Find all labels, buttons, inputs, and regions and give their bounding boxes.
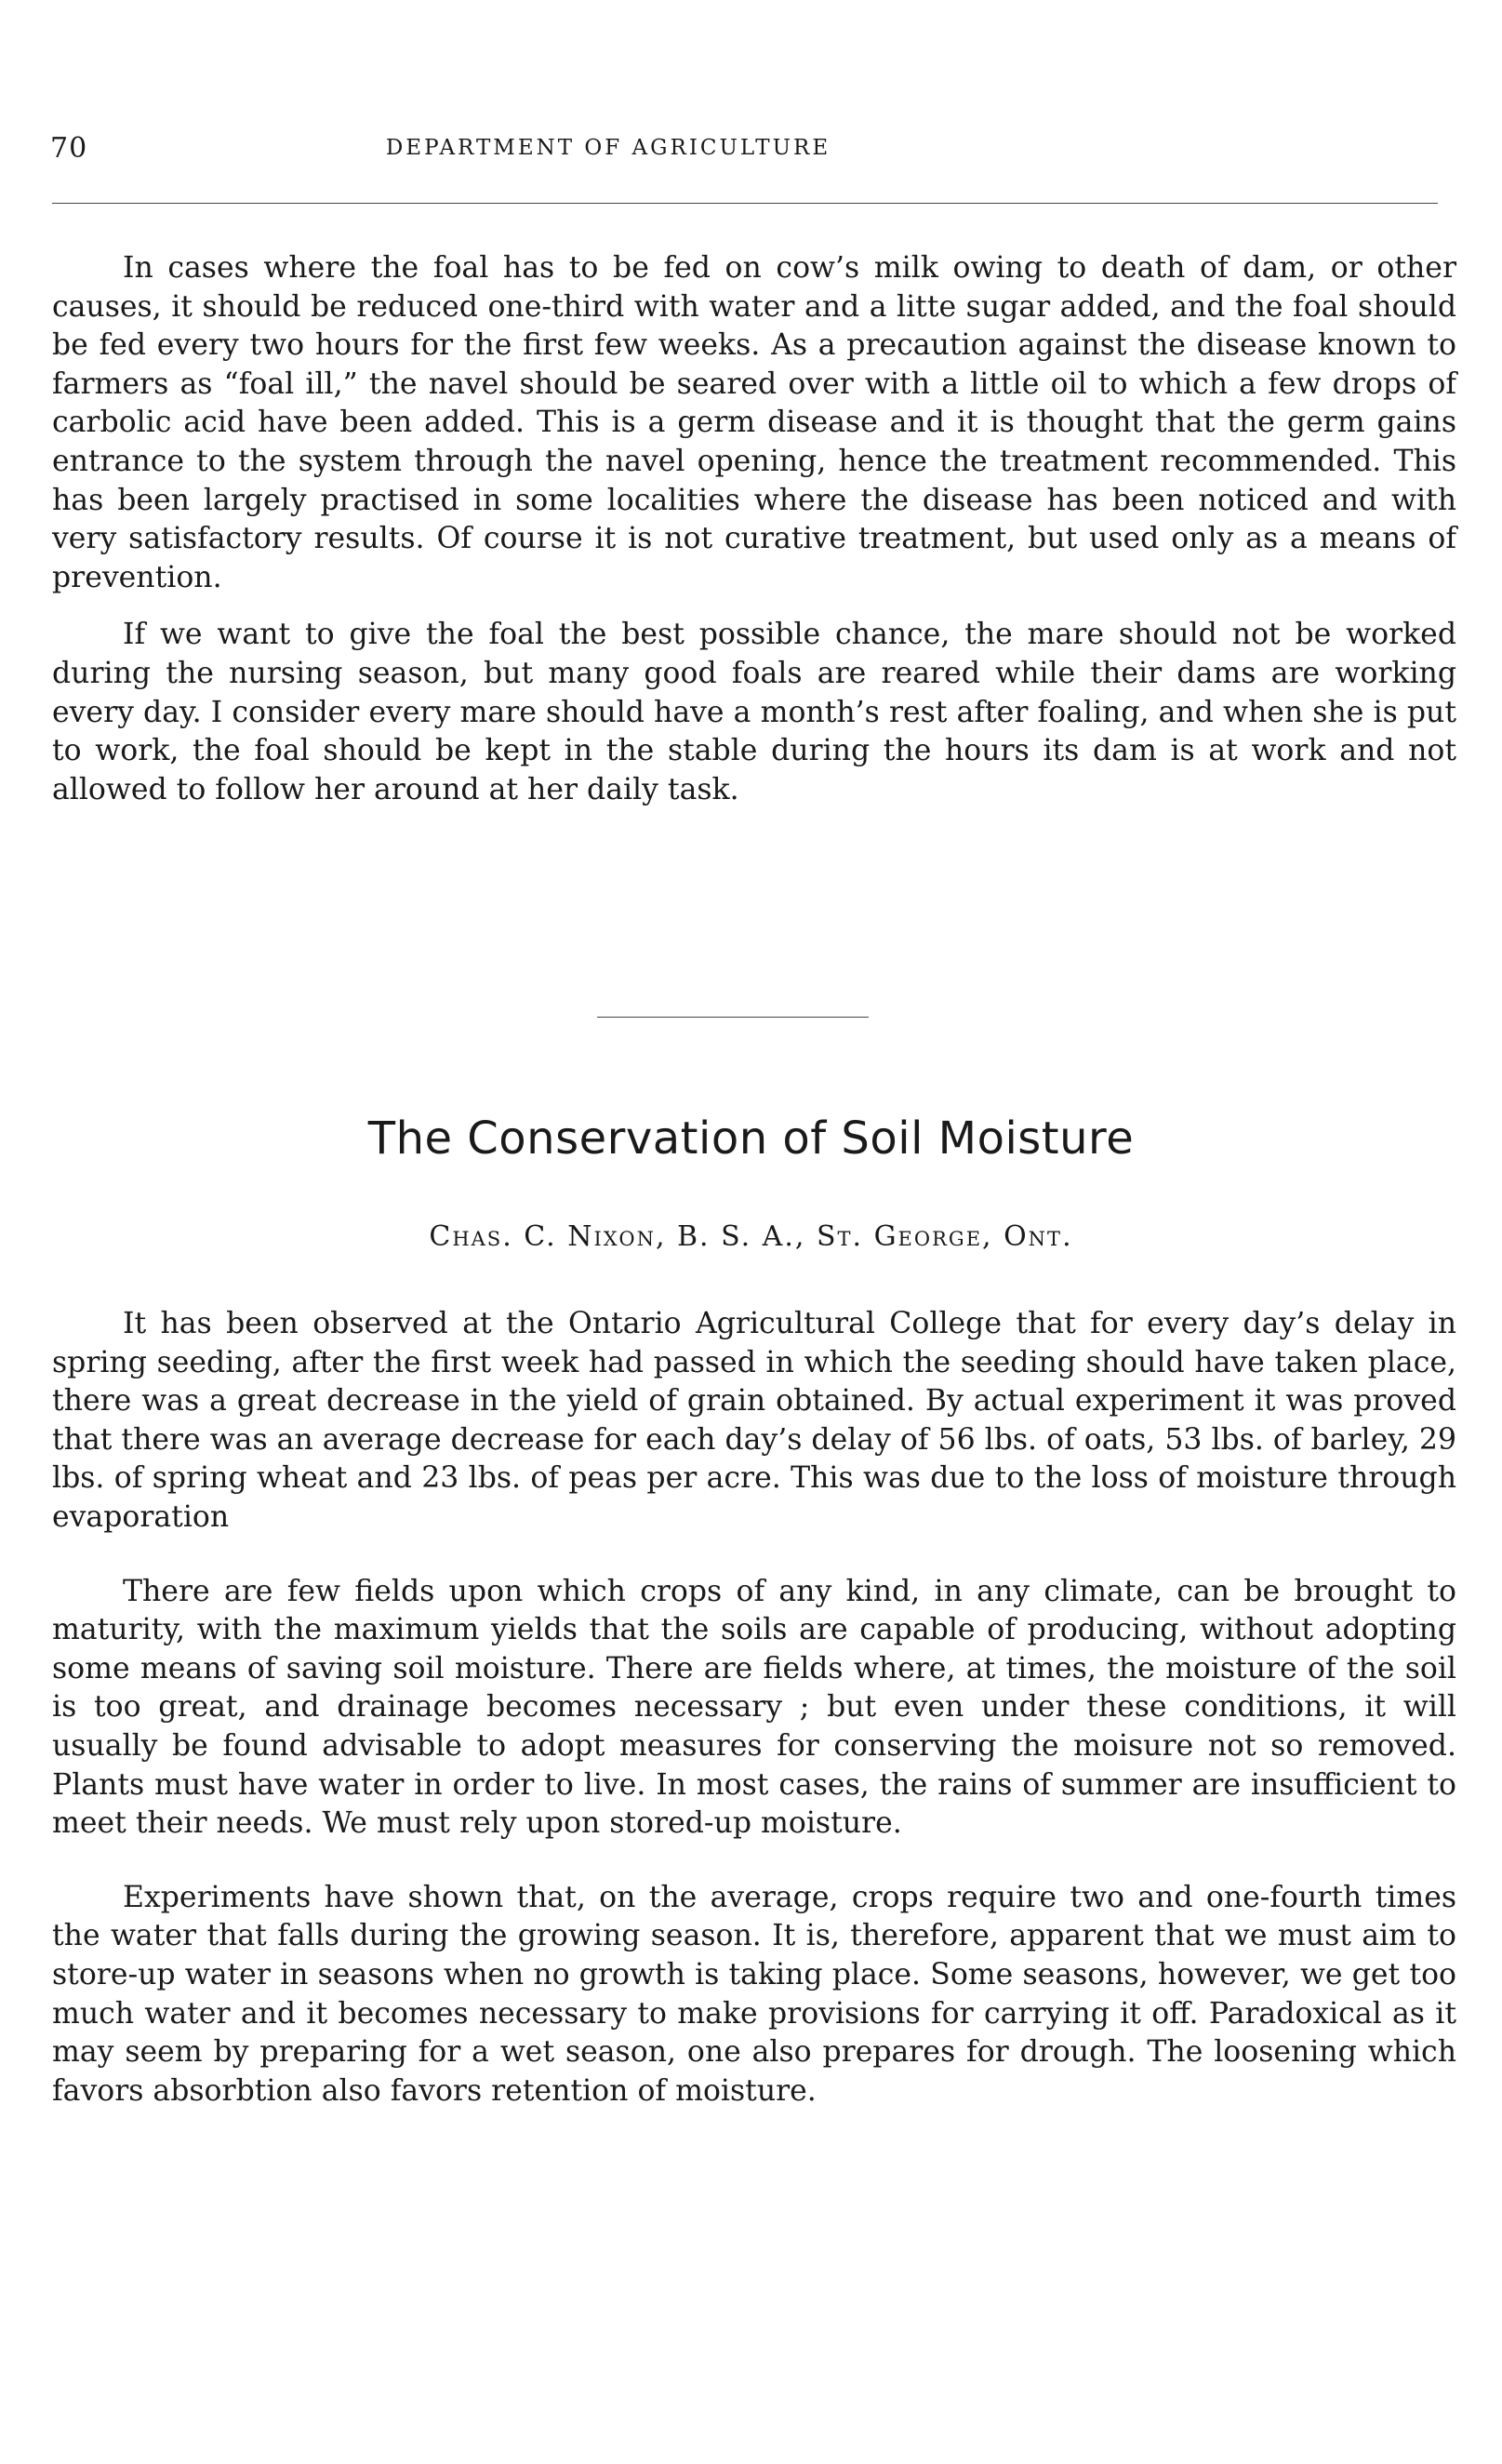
paragraph: If we want to give the foal the best possible chance, the mare should not be worked during the nursing season, but many good foals are reared while their dams are working every day. I consider every mare should have a month’s rest after foaling, and when she is put to work, the foal should be kept in the stable during the hours its dam is at work and not allowed to follow her around at her daily task. — [52, 618, 1456, 806]
first-article-body — [52, 249, 1456, 809]
paragraph: It has been observed at the Ontario Agricultural College that for every day’s delay in spring seeding, after the first week had passed in which the seeding should have taken place, there was a great decrease in the yield of grain obtained. By actual experiment it was proved that there was an average decrease for each day’s delay of 56 lbs. of oats, 53 lbs. of barley, 29 lbs. of spring wheat and 23 lbs. of peas per acre. This was due to the loss of moisture through evaporation — [52, 1307, 1456, 1534]
page-number: 70 — [50, 132, 88, 165]
article-title: The Conservation of Soil Moisture — [367, 1112, 1135, 1165]
article-byline: Chas. C. Nixon, B. S. A., St. George, Ont. — [429, 1220, 1073, 1253]
second-article-body — [52, 1305, 1456, 2146]
paragraph: In cases where the foal has to be fed on cow’s milk owing to death of dam, or other causes, it should be reduced one-third with water and a litte sugar added, and the foal should be fed every two hours for the first few weeks. As a precaution against the disease known to farmers as “foal ill,” the navel should be seared over with a little oil to which a few drops of carbolic acid have been added. This is a germ disease and it is thought that the germ gains entrance to the system through the navel opening, hence the treatment recommended. This has been largely practised in some localities where the disease has been noticed and with very satisfactory results. Of course it is not curative treatment, but used only as a means of prevention. — [52, 251, 1456, 594]
paragraph: There are few fields upon which crops of any kind, in any climate, can be brought to maturity, with the maximum yields that the soils are capable of producing, without adopting some means of saving soil moisture. There are fields where, at times, the moisture of the soil is too great, and drainage becomes necessary ; but even under these conditions, it will usually be found advisable to adopt measures for conserving the moisure not so removed. Plants must have water in order to live. In most cases, the rains of summer are insufficient to meet their needs. We must rely upon stored-up moisture. — [52, 1574, 1456, 1841]
running-header — [50, 132, 1455, 169]
running-header-title: DEPARTMENT OF AGRICULTURE — [385, 136, 831, 160]
paragraph: Experiments have shown that, on the average, crops require two and one-fourth times the water that falls during the growing season. It is, therefore, apparent that we must aim to store-up water in seasons when no growth is taking place. Some seasons, however, we get too much water and it becomes necessary to make provisions for carrying it off. Paradoxical as it may seem by preparing for a wet season, one also prepares for drough. The loosening which favors absorbtion also favors retention of moisture. — [52, 1880, 1456, 2108]
section-divider — [597, 1017, 869, 1018]
header-rule — [52, 203, 1438, 204]
